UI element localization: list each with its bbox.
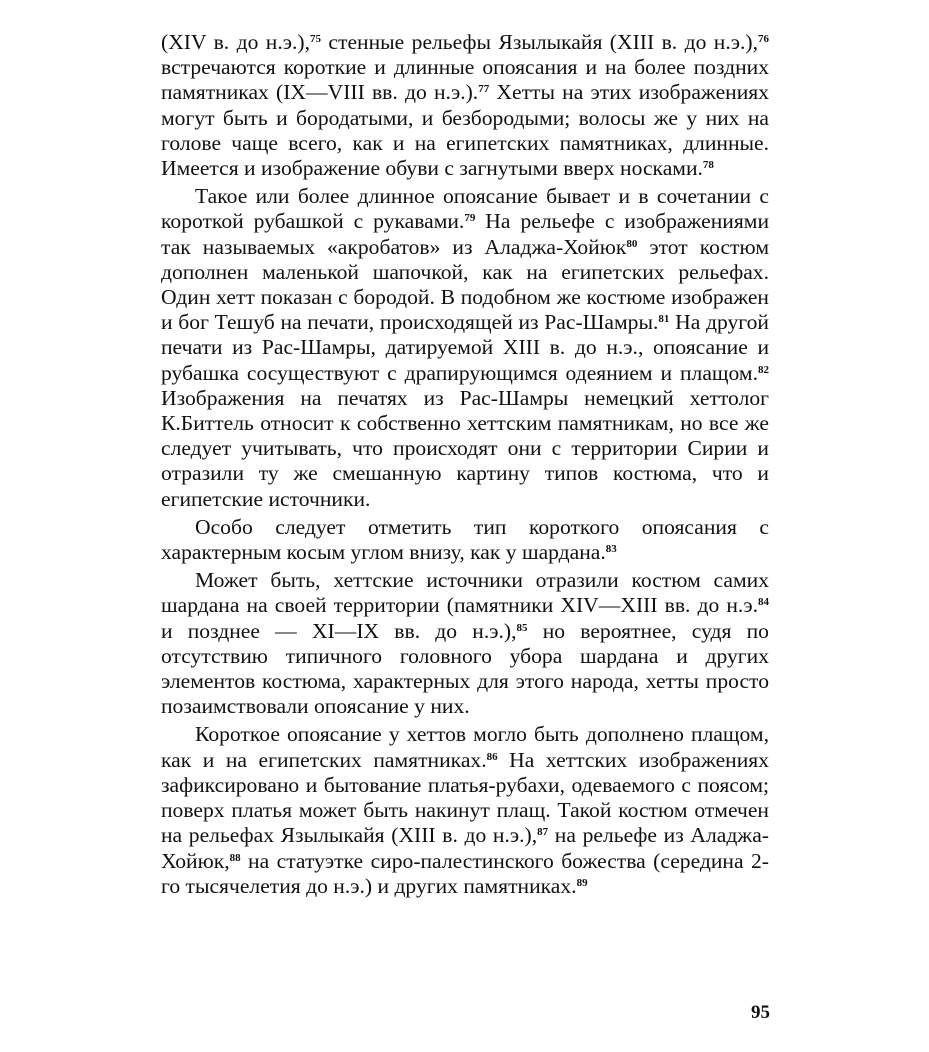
footnote-marker: 77 [478, 83, 490, 96]
footnote-marker: 75 [310, 33, 322, 45]
paragraph [161, 722, 769, 898]
paragraph [161, 568, 769, 719]
footnote-marker: 79 [464, 212, 476, 225]
footnote-marker: 87 [537, 826, 549, 839]
footnote-marker: 82 [758, 363, 769, 376]
text-segment: встречаются короткие и длинные опоясания и на более поздних памятниках (IX—VIII вв. до н.э.). [161, 55, 769, 105]
text-segment: Особо следует отметить тип короткого опоясания с характерным косым углом внизу, как у шардана. [161, 514, 769, 565]
text-segment: Короткое опоясание у хеттов могло быть дополнено плащом, как и на египетских памятниках. [161, 722, 769, 772]
paragraph [161, 30, 769, 181]
text-segment: стенные рельефы Язылыкайя (XIII в. до н.э.), [321, 30, 758, 54]
footnote-marker: 86 [486, 750, 498, 763]
footnote-marker: 81 [658, 313, 670, 326]
page-body [161, 30, 769, 899]
text-segment: На рельефе с изображениями так называемых «акробатов» из Аладжа-Хойюк [161, 209, 769, 259]
text-segment: и позднее — XI—IX вв. до н.э.), [161, 618, 517, 643]
paragraph [161, 515, 769, 565]
text-segment: На другой печати из Рас-Шамры, датируемой XIII в. до н.э., опоясание и рубашка сосуществуют с драпирующимся одеянием и плащом. [161, 310, 769, 385]
text-segment: На хеттских изображениях зафиксировано и бытование платья-рубахи, одеваемого с поясом; поверх платья может быть накинут плащ. Такой костюм отмечен на рельефах Язылыкайя (XIII в. до н.э.), [161, 747, 770, 848]
footnote-marker: 83 [605, 543, 617, 556]
footnote-marker: 85 [516, 621, 528, 634]
footnote-marker: 89 [576, 876, 588, 889]
text-segment: Изображения на печатях из Рас-Шамры немецкий хеттолог К.Биттель относит к собственно хеттским памятникам, но все же следует учитывать, что происходят они с территории Сирии и отразили ту же смешанную картину типов костюма, что и египетские источники. [161, 385, 769, 511]
footnote-marker: 76 [758, 33, 769, 45]
text-segment: Может быть, хеттские источники отразили костюм самих шардана на своей территории (памятники XIV—XIII вв. до н.э. [161, 568, 769, 618]
footnote-marker: 84 [758, 596, 769, 609]
page-number: 95 [751, 1002, 770, 1023]
text-segment: на статуэтке сиро-палестинского божества (середина 2-го тысячелетия до н.э.) и других памятниках. [161, 848, 769, 898]
text-segment: но вероятнее, судя по отсутствию типичного головного убора шардана и других элементов костюма, характерных для этого народа, хетты просто позаимствовали опоясание у них. [161, 618, 769, 719]
text-segment: Такое или более длинное опоясание бывает и в сочетании с короткой рубашкой с рукавами. [161, 184, 769, 234]
footnote-marker: 88 [229, 851, 241, 864]
text-segment: (XIV в. до н.э.), [161, 30, 311, 54]
text-segment: Хетты на этих изображениях могут быть и бородатыми, и безбородыми; волосы же у них на голове чаще всего, как и на египетских памятниках, длинные. Имеется и изображение обуви с загнутыми вверх носками. [161, 80, 769, 181]
text-segment: этот костюм дополнен маленькой шапочкой, как на египетских рельефах. Один хетт показан с бородой. В подобном же костюме изображен и бог Тешуб на печати, происходящей из Рас-Шамры. [161, 234, 769, 335]
text-segment: на рельефе из Аладжа-Хойюк, [161, 823, 770, 873]
footnote-marker: 80 [626, 237, 638, 250]
paragraph [161, 184, 769, 512]
footnote-marker: 78 [702, 159, 714, 172]
